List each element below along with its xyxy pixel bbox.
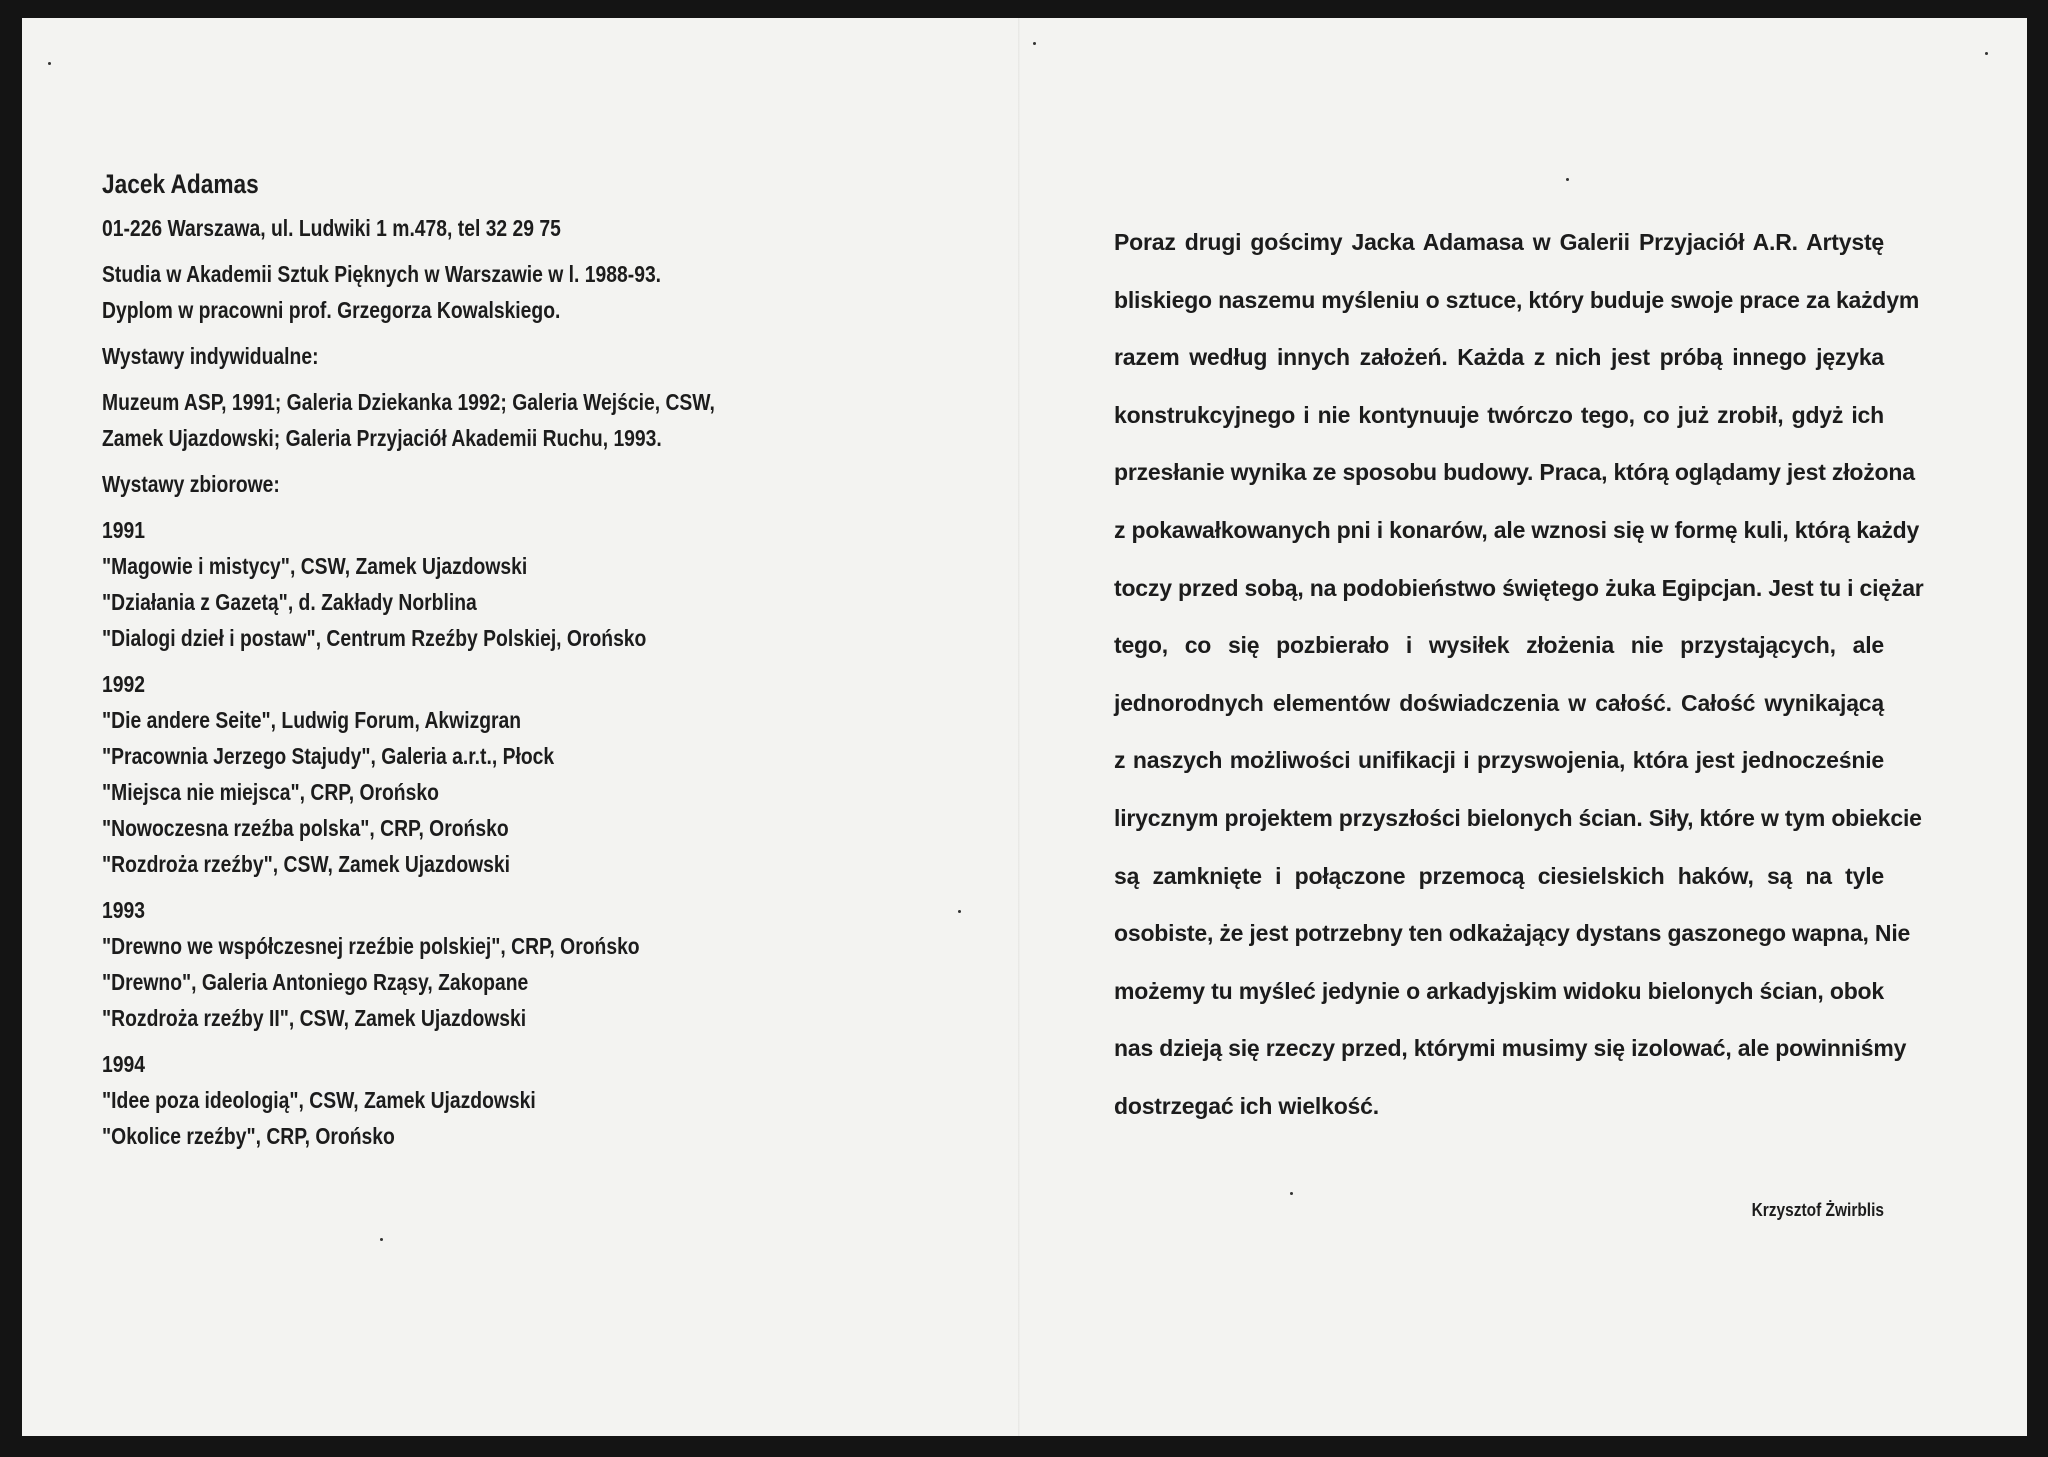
paper-speck — [1985, 52, 1988, 55]
year-label: 1994 — [102, 1051, 145, 1077]
paper-speck — [958, 910, 961, 913]
paper-speck — [380, 1238, 383, 1241]
essay-line: możemy tu myśleć jedynie o arkadyjskim widoku bielonych ścian, obok — [1114, 977, 1884, 1004]
essay-line: jednorodnych elementów doświadczenia w całość. Całość wynikającą — [1114, 689, 1884, 716]
solo-line: Zamek Ujazdowski; Galeria Przyjaciół Akademii Ruchu, 1993. — [102, 425, 662, 451]
exhibition-item: "Dialogi dzieł i postaw", Centrum Rzeźby Polskiej, Orońsko — [102, 625, 647, 651]
essay-line: bliskiego naszemu myśleniu o sztuce, który buduje swoje prace za każdym — [1114, 286, 1920, 313]
exhibition-item: "Działania z Gazetą", d. Zakłady Norblina — [102, 589, 477, 615]
studies-line: Dyplom w pracowni prof. Grzegorza Kowalskiego. — [102, 297, 561, 323]
artist-name: Jacek Adamas — [102, 169, 259, 199]
year-label: 1992 — [102, 671, 145, 697]
exhibition-item: "Miejsca nie miejsca", CRP, Orońsko — [102, 779, 439, 805]
essay-line: dostrzegać ich wielkość. — [1114, 1092, 1379, 1119]
essay-line: konstrukcyjnego i nie kontynuuje twórczo tego, co już zrobił, gdyż ich — [1114, 401, 1884, 428]
artist-address: 01-226 Warszawa, ul. Ludwiki 1 m.478, tel 32 29 75 — [102, 215, 561, 241]
exhibition-item: "Drewno we współczesnej rzeźbie polskiej", CRP, Orońsko — [102, 933, 640, 959]
studies-block — [102, 256, 808, 328]
studies-line: Studia w Akademii Sztuk Pięknych w Warszawie w l. 1988-93. — [102, 261, 662, 287]
group-heading: Wystawy zbiorowe: — [102, 471, 280, 497]
paper-speck — [1033, 42, 1036, 45]
year-label: 1993 — [102, 897, 145, 923]
exhibition-item: "Die andere Seite", Ludwig Forum, Akwizgran — [102, 707, 522, 733]
year-group-1991 — [102, 512, 808, 656]
essay-line: tego, co się pozbierało i wysiłek złożenia nie przystających, ale — [1114, 632, 1884, 659]
paper-speck — [1566, 178, 1569, 181]
year-group-1993 — [102, 892, 808, 1036]
exhibition-item: "Nowoczesna rzeźba polska", CRP, Orońsko — [102, 815, 509, 841]
essay-line: są zamknięte i połączone przemocą ciesielskich haków, są na tyle — [1114, 862, 1884, 889]
essay-line: osobiste, że jest potrzebny ten odkażający dystans gaszonego wapna, Nie — [1114, 920, 1911, 947]
exhibition-item: "Idee poza ideologią", CSW, Zamek Ujazdowski — [102, 1087, 536, 1113]
fold-line — [1018, 18, 1020, 1436]
essay-line: toczy przed sobą, na podobieństwo świętego żuka Egipcjan. Jest tu i ciężar — [1114, 574, 1924, 601]
essay-line: Poraz drugi gościmy Jacka Adamasa w Galerii Przyjaciół A.R. Artystę — [1114, 229, 1884, 255]
artist-bio-column — [102, 164, 808, 1164]
solo-line: Muzeum ASP, 1991; Galeria Dziekanka 1992; Galeria Wejście, CSW, — [102, 389, 715, 415]
exhibition-item: "Pracownia Jerzego Stajudy", Galeria a.r.t., Płock — [102, 743, 555, 769]
paper-speck — [48, 62, 51, 65]
paper-speck — [1290, 1192, 1293, 1195]
solo-heading: Wystawy indywidualne: — [102, 343, 319, 369]
exhibition-item: "Rozdroża rzeźby", CSW, Zamek Ujazdowski — [102, 851, 511, 877]
essay-line: przesłanie wynika ze sposobu budowy. Praca, którą oglądamy jest złożona — [1114, 459, 1915, 486]
essay-line: z naszych możliwości unifikacji i przyswojenia, która jest jednocześnie — [1114, 747, 1884, 774]
year-label: 1991 — [102, 517, 145, 543]
signature: Krzysztof Żwirblis — [1751, 1200, 1884, 1220]
year-group-1992 — [102, 666, 808, 882]
essay-line: lirycznym projektem przyszłości bielonych ścian. Siły, które w tym obiekcie — [1114, 804, 1922, 831]
exhibition-item: "Okolice rzeźby", CRP, Orońsko — [102, 1123, 395, 1149]
exhibition-item: "Magowie i mistycy", CSW, Zamek Ujazdowski — [102, 553, 528, 579]
essay-line: nas dzieją się rzeczy przed, którymi musimy się izolować, ale powinniśmy — [1114, 1035, 1907, 1062]
essay-line: razem według innych założeń. Każda z nich jest próbą innego języka — [1114, 344, 1884, 371]
exhibition-item: "Rozdroża rzeźby II", CSW, Zamek Ujazdowski — [102, 1005, 527, 1031]
essay-line: z pokawałkowanych pni i konarów, ale wznosi się w formę kuli, którą każdy — [1114, 516, 1920, 543]
essay-column — [1114, 214, 1924, 1136]
solo-exhibitions — [102, 384, 808, 456]
exhibition-item: "Drewno", Galeria Antoniego Rząsy, Zakopane — [102, 969, 529, 995]
year-group-1994 — [102, 1046, 808, 1154]
